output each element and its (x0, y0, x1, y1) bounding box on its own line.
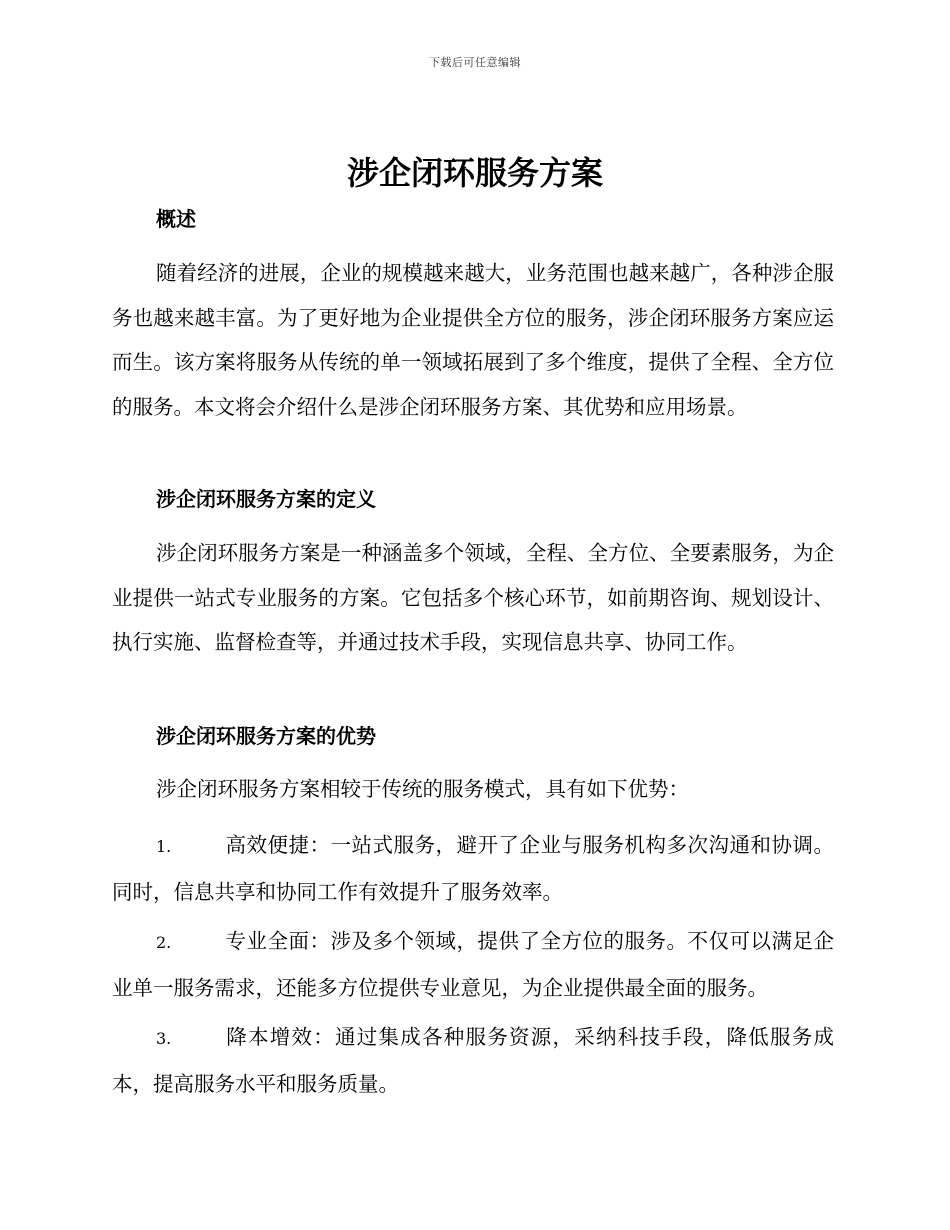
definition-paragraph: 涉企闭环服务方案是一种涵盖多个领域，全程、全方位、全要素服务，为企业提供一站式专业服务的方案。它包括多个核心环节，如前期咨询、规划设计、执行实施、监督检查等，并通过技术手段，实现信息共享、协同工作。 (112, 541, 834, 654)
section-heading-overview: 概述 (156, 207, 196, 231)
page-header-note: 下载后可任意编辑 (429, 56, 521, 69)
section-heading-advantages: 涉企闭环服务方案的优势 (156, 724, 376, 748)
advantage-list-item (112, 1015, 834, 1106)
list-item-number: 2. (156, 933, 172, 952)
list-item-text: 专业全面：涉及多个领域，提供了全方位的服务。不仅可以满足企业单一服务需求，还能多方位提供专业意见，为企业提供最全面的服务。 (112, 929, 834, 1000)
advantage-list-item (112, 919, 834, 1010)
advantages-intro-paragraph: 涉企闭环服务方案相较于传统的服务模式，具有如下优势： (156, 777, 689, 801)
section-heading-definition: 涉企闭环服务方案的定义 (156, 487, 376, 511)
overview-paragraph: 随着经济的进展，企业的规模越来越大，业务范围也越来越广，各种涉企服务也越来越丰富。为了更好地为企业提供全方位的服务，涉企闭环服务方案应运而生。该方案将服务从传统的单一领域拓展到了多个维度，提供了全程、全方位的服务。本文将会介绍什么是涉企闭环服务方案、其优势和应用场景。 (112, 261, 834, 419)
advantage-list-item (112, 823, 834, 914)
list-item-text: 高效便捷：一站式服务，避开了企业与服务机构多次沟通和协调。同时，信息共享和协同工作有效提升了服务效率。 (112, 833, 834, 904)
document-title: 涉企闭环服务方案 (346, 154, 603, 192)
list-item-number: 1. (156, 837, 172, 856)
list-item-text: 降本增效：通过集成各种服务资源，采纳科技手段，降低服务成本，提高服务水平和服务质量。 (112, 1025, 834, 1096)
list-item-number: 3. (156, 1029, 172, 1048)
